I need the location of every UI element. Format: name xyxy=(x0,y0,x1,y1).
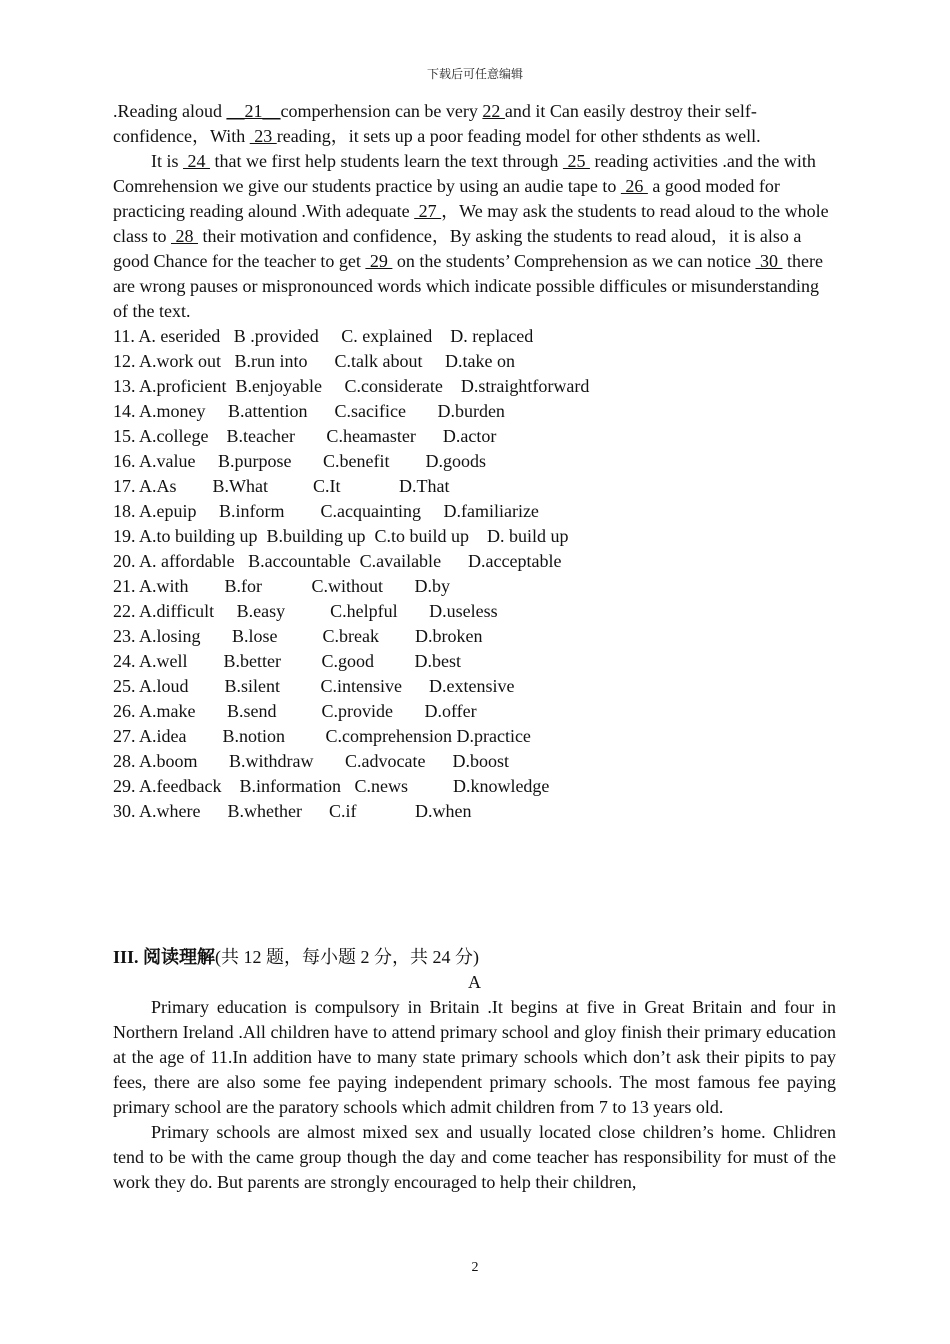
option-line-20: 20. A. affordable B.accountable C.available D.acceptable xyxy=(113,551,562,571)
section-title-detail: (共 12 题，每小题 2 分，共 24 分) xyxy=(215,947,480,967)
passage-paragraph-2 xyxy=(113,149,836,324)
reading-paragraph-1: Primary education is compulsory in Britain .It begins at five in Great Britain and four in Northern Ireland .All children have to attend primary school and gloy finish their primary education at the age of 11.In addition have to many state primary schools which don’t ask their pipits to pay fees, there are also some fee paying independent primary schools. The most famous fee paying primary school are the paratory schools which admit children from 7 to 13 years old. xyxy=(113,997,836,1117)
blank-30: 30 xyxy=(755,251,783,271)
page-header: 下载后可任意编辑 xyxy=(426,67,523,81)
section-title xyxy=(113,945,836,970)
option-line-11: 11. A. eserided B .provided C. explained D. replaced xyxy=(113,326,534,346)
text-run: ，We may ask the students to read aloud to the whole class to xyxy=(113,201,829,246)
option-line-19: 19. A.to building up B.building up C.to build up D. build up xyxy=(113,526,569,546)
text-run: their motivation and confidence，By asking the students to read aloud，it is also a good Chance for the teacher to get xyxy=(113,226,802,271)
option-line-25: 25. A.loud B.silent C.intensive D.extensive xyxy=(113,676,515,696)
text-run: that we first help students learn the text through xyxy=(210,151,563,171)
passage-paragraph-1 xyxy=(113,99,836,149)
option-line-21: 21. A.with B.for C.without D.by xyxy=(113,576,451,596)
section-title-bold: III. 阅读理解 xyxy=(113,947,216,967)
blank-23: 23 xyxy=(249,126,277,146)
cloze-passage xyxy=(113,99,836,824)
text-run: a good moded for practicing reading alound .With adequate xyxy=(113,176,780,221)
option-line-17: 17. A.As B.What C.It D.That xyxy=(113,476,450,496)
option-line-28: 28. A.boom B.withdraw C.advocate D.boost xyxy=(113,751,509,771)
text-run: and it Can easily destroy their self-confidence，With xyxy=(113,101,757,146)
option-line-22: 22. A.difficult B.easy C.helpful D.useless xyxy=(113,601,498,621)
text-run: reading activities .and the with Comrehension we give our students practice by using an audie tape to xyxy=(113,151,816,196)
reading-section xyxy=(113,945,836,1195)
option-line-29: 29. A.feedback B.information C.news D.knowledge xyxy=(113,776,550,796)
text-run: there are wrong pauses or mispronounced words which indicate possible difficules or misunderstanding of the text. xyxy=(113,251,823,321)
option-line-24: 24. A.well B.better C.good D.best xyxy=(113,651,461,671)
part-label: A xyxy=(468,972,481,992)
option-line-13: 13. A.proficient B.enjoyable C.considerate D.straightforward xyxy=(113,376,590,396)
option-line-26: 26. A.make B.send C.provide D.offer xyxy=(113,701,477,721)
option-line-27: 27. A.idea B.notion C.comprehension D.practice xyxy=(113,726,531,746)
option-line-14: 14. A.money B.attention C.sacifice D.burden xyxy=(113,401,505,421)
blank-26: 26 xyxy=(620,176,648,196)
option-line-16: 16. A.value B.purpose C.benefit D.goods xyxy=(113,451,486,471)
blank-22: 22 xyxy=(482,101,505,121)
text-run: comperhension can be very xyxy=(280,101,483,121)
blank-21: __21__ xyxy=(226,101,281,121)
blank-28: 28 xyxy=(171,226,198,246)
reading-paragraph-2: Primary schools are almost mixed sex and usually located close children’s home. Chlidren tend to be with the came group though the day and come teacher has responsibility for must of the work they do. But parents are strongly encouraged to help their children, xyxy=(113,1122,836,1192)
option-line-15: 15. A.college B.teacher C.heamaster D.actor xyxy=(113,426,497,446)
blank-25: 25 xyxy=(562,151,590,171)
option-line-23: 23. A.losing B.lose C.break D.broken xyxy=(113,626,483,646)
blank-27: 27 xyxy=(414,201,442,221)
blank-24: 24 xyxy=(183,151,211,171)
option-line-30: 30. A.where B.whether C.if D.when xyxy=(113,801,472,821)
text-run: reading，it sets up a poor feading model for other sthdents as well. xyxy=(276,126,761,146)
page-number: 2 xyxy=(471,1260,479,1275)
text-run: .Reading aloud xyxy=(113,101,227,121)
blank-29: 29 xyxy=(365,251,393,271)
option-line-18: 18. A.epuip B.inform C.acquainting D.familiarize xyxy=(113,501,539,521)
option-line-12: 12. A.work out B.run into C.talk about D.take on xyxy=(113,351,515,371)
text-run: on the students’ Comprehension as we can notice xyxy=(392,251,756,271)
text-run: It is xyxy=(151,151,184,171)
answer-options-list xyxy=(113,324,836,824)
